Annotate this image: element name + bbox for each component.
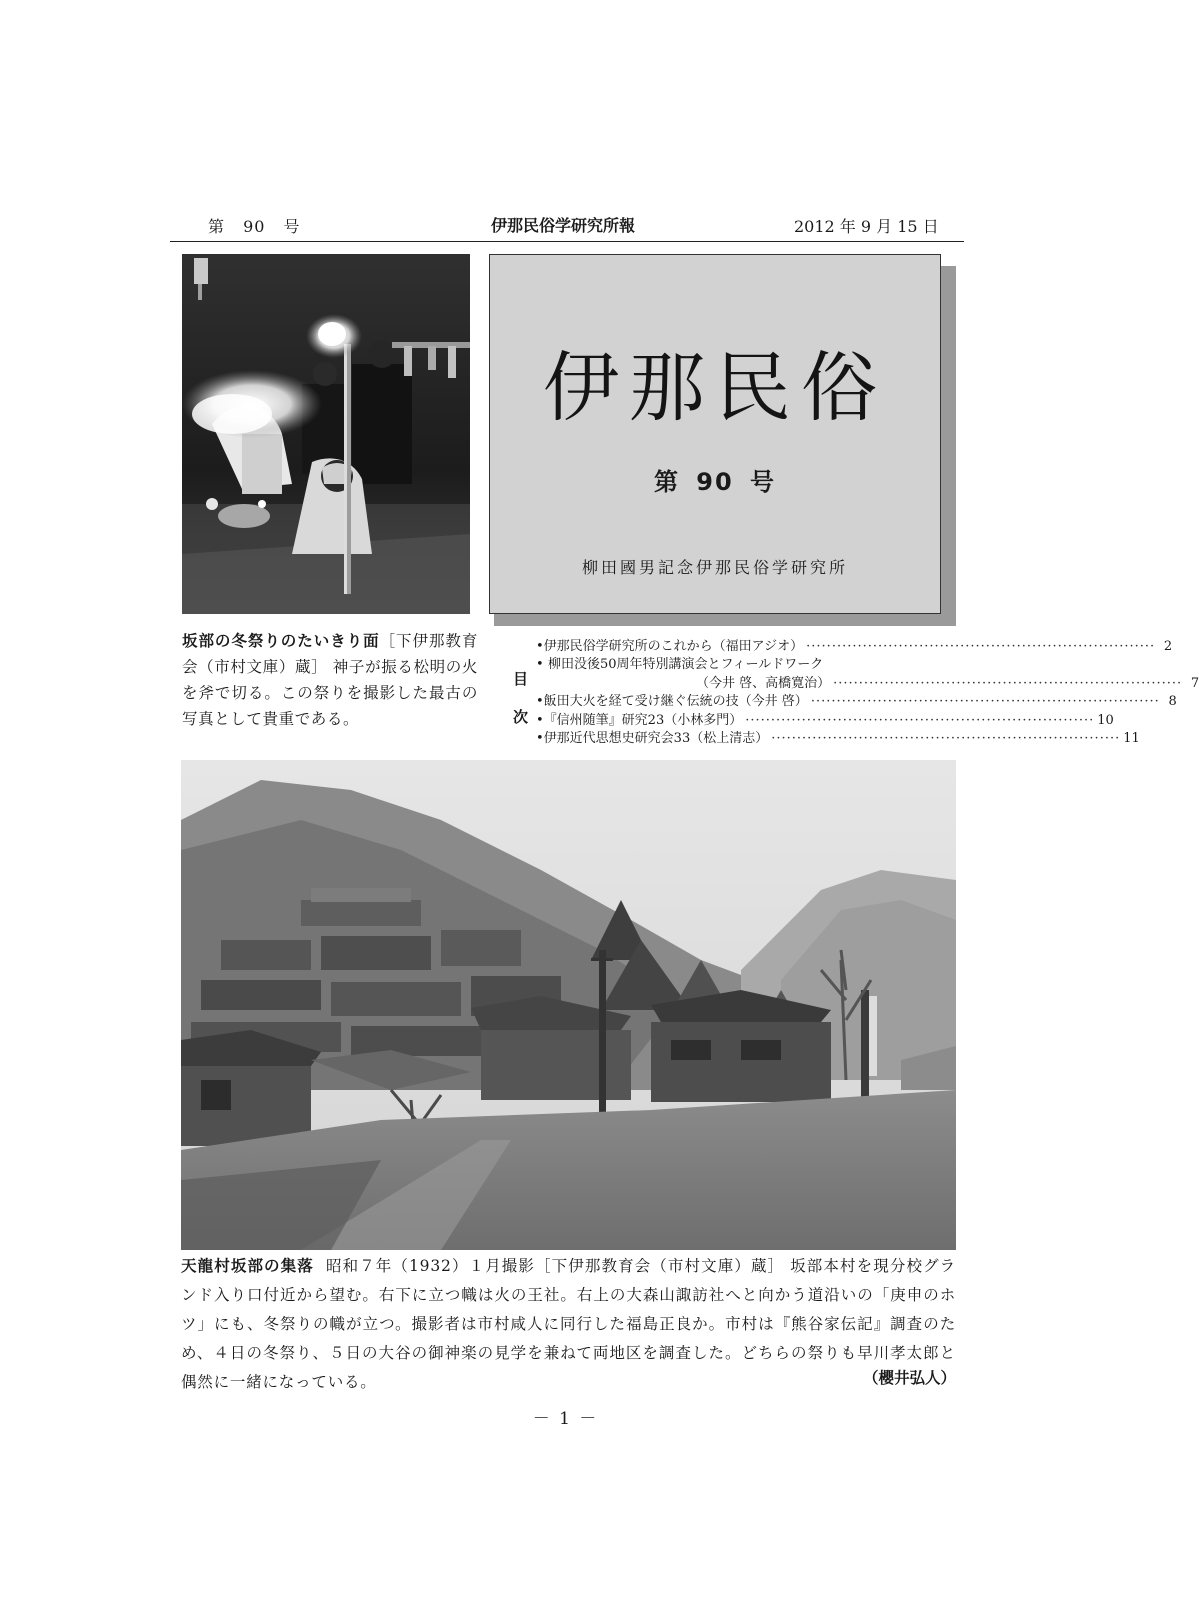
- festival-photo-caption: [182, 628, 478, 732]
- festival-photo-caption-body: ［下伊那教育会（市村文庫）蔵］ 神子が振る松明の火を斧で切る。この祭りを撮影した最古の写真として貴重である。: [182, 632, 478, 728]
- page-number: － 1 －: [532, 1409, 599, 1429]
- festival-photo: [182, 254, 470, 614]
- contents-heading-char-2: 次: [513, 708, 529, 726]
- header-publication-title: 伊那民俗学研究所報: [491, 216, 636, 235]
- village-photo: [181, 760, 956, 1250]
- contents-item-authors: （今井 啓、高橋寛治）: [696, 675, 831, 691]
- bullet-icon: •: [536, 639, 544, 654]
- festival-photo-caption-title: 坂部の冬祭りのたいきり面: [182, 632, 380, 650]
- contents-item: [536, 656, 954, 674]
- leader-dots: ····································································: [806, 639, 1156, 654]
- contents-heading-char-1: 目: [513, 670, 529, 688]
- bullet-icon: •: [536, 712, 544, 728]
- contents-heading: [513, 660, 533, 736]
- village-photo-caption-title: 天龍村坂部の集落: [181, 1257, 314, 1275]
- contents-item: [536, 638, 1173, 656]
- festival-photo-image: [182, 254, 470, 614]
- contents-item-page: 11: [1123, 731, 1140, 747]
- bullet-icon: •: [536, 694, 544, 710]
- header-date: 2012 年 9 月 15 日: [794, 217, 939, 236]
- village-photo-caption-body: 昭和７年（1932）１月撮影［下伊那教育会（市村文庫）蔵］ 坂部本村を現分校グランド入り口付近から望む。右下に立つ幟は火の王社。右上の大森山諏訪社へと向かう道沿いの「庚申のホツ」にも、冬祭りの幟が立つ。撮影者は市村咸人に同行した福島正良か。市村は『熊谷家伝記』調査のため、４日の冬祭り、５日の大谷の御神楽の見学を兼ねて両地区を調査した。どちらの祭りも早川孝太郎と偶然に一緒になっている。: [181, 1257, 956, 1391]
- issue-label: 第 90 号: [653, 468, 777, 496]
- institute-name: 柳田國男記念伊那民俗学研究所: [581, 558, 848, 577]
- header-rule: [170, 241, 964, 242]
- leader-dots: ····································································: [771, 731, 1121, 747]
- contents-item-title: 柳田没後50周年特別講演会とフィールドワーク: [548, 657, 824, 673]
- contents-item-page: 7: [1190, 675, 1199, 691]
- leader-dots: ····································································: [745, 712, 1095, 728]
- contents-item: [536, 712, 1114, 730]
- village-photo-image: [181, 760, 956, 1250]
- leader-dots: ····································································: [833, 675, 1183, 691]
- contents-item-title: 飯田大火を経て受け継ぐ伝統の技（今井 啓）: [543, 694, 808, 710]
- header-issue-number: 第 90 号: [208, 217, 301, 236]
- bullet-icon: •: [536, 657, 544, 673]
- contents-item-page: 10: [1097, 712, 1114, 728]
- contents-item: [536, 693, 1177, 711]
- contents-item-title: 『信州随筆』研究23（小林多門）: [543, 712, 743, 728]
- contents-item-title: 伊那民俗学研究所のこれから（福田アジオ）: [543, 639, 804, 654]
- bullet-icon: •: [536, 731, 544, 747]
- caption-author: （櫻井弘人）: [862, 1369, 956, 1387]
- contents-list: [536, 638, 1199, 748]
- masthead-box: [489, 254, 941, 614]
- contents-item-title: 伊那近代思想史研究会33（松上清志）: [543, 731, 769, 747]
- leader-dots: ····································································: [810, 694, 1160, 710]
- village-photo-caption: [181, 1252, 956, 1397]
- contents-item-continuation: [536, 675, 1199, 693]
- contents-item-page: 8: [1168, 694, 1177, 710]
- contents-item-page: 2: [1163, 639, 1173, 654]
- contents-item: [536, 730, 1140, 748]
- journal-name: 伊那民俗: [543, 343, 887, 432]
